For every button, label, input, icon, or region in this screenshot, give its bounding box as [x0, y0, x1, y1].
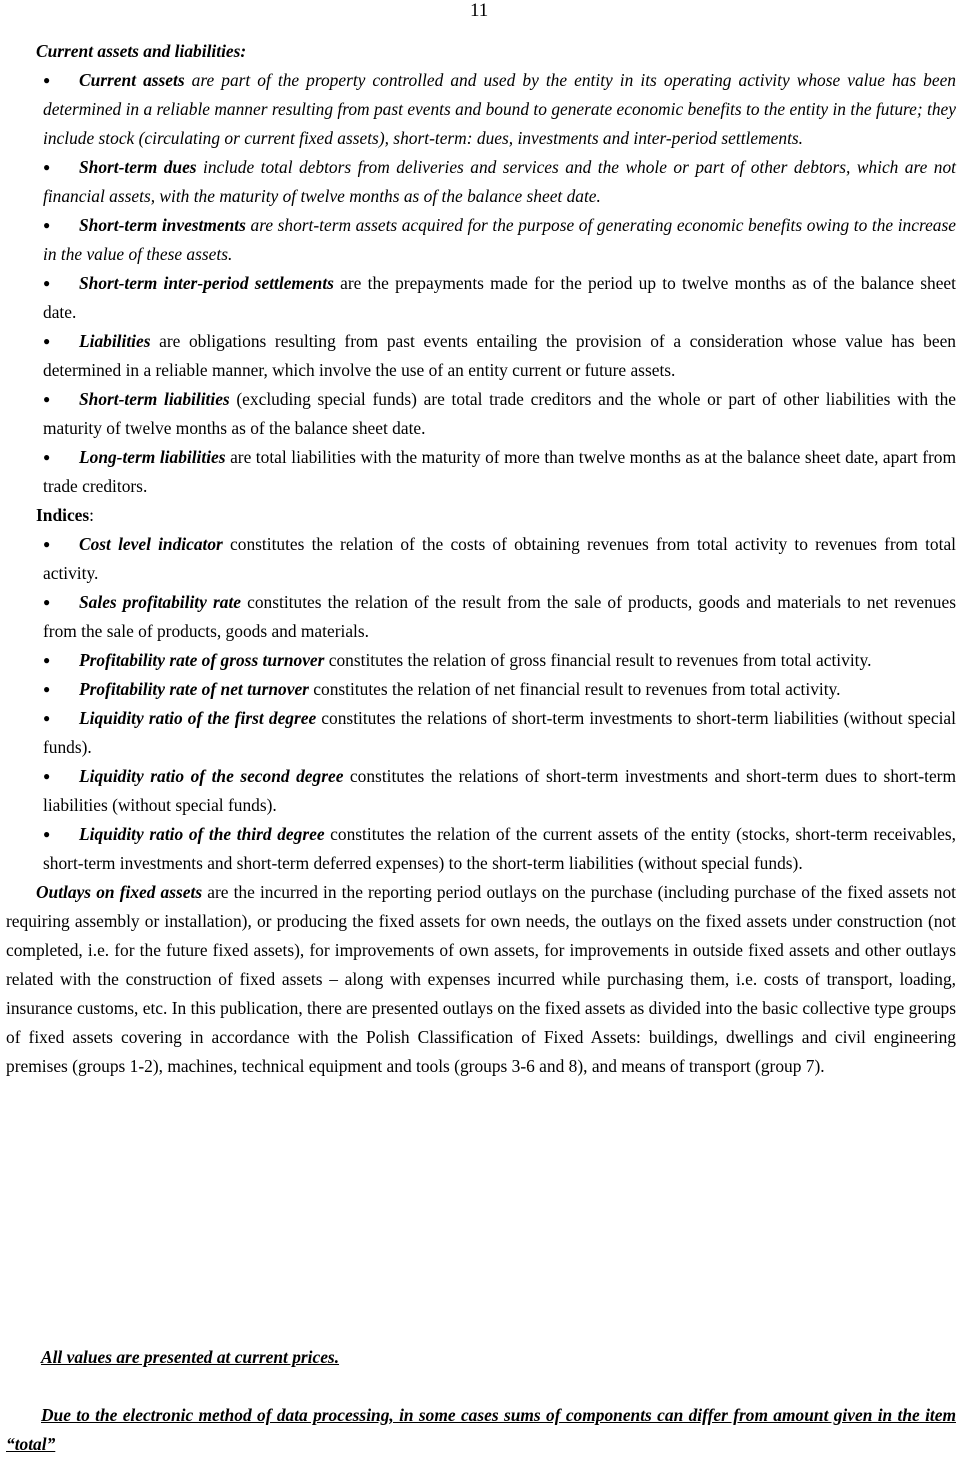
section-heading-indices: [36, 501, 956, 530]
indices-heading-colon: :: [89, 505, 94, 525]
bullet-icon: ●: [43, 218, 51, 232]
term: Long-term liabilities: [79, 447, 226, 467]
definition-liquidity-third-degree: [43, 820, 956, 878]
definition-text: (excluding special funds) are total trade creditors and the whole or part of other liabilities with the maturity of twelve months as of the balance sheet date.: [43, 389, 956, 438]
bullet-icon: ●: [43, 334, 51, 348]
term: Liquidity ratio of the first degree: [79, 708, 317, 728]
definition-short-term-investments: [43, 211, 956, 269]
indices-heading-bold: Indices: [36, 505, 90, 525]
bullet-icon: ●: [43, 73, 51, 87]
term: Short-term dues: [79, 157, 197, 177]
definition-text: are total liabilities with the maturity of more than twelve months as at the balance sheet date, apart from trade creditors.: [43, 447, 957, 496]
definition-text: are short-term assets acquired for the purpose of generating economic benefits owing to the increase in the value of these assets.: [43, 215, 956, 264]
note-electronic-processing-block: [6, 1401, 956, 1459]
definition-liabilities: [43, 327, 956, 385]
page-number: 11: [470, 0, 489, 21]
outlays-paragraph: [6, 878, 956, 1081]
definition-text: constitutes the relation of gross financial result to revenues from total activity.: [324, 650, 872, 670]
definition-text: constitutes the relation of net financial result to revenues from total activity.: [308, 679, 841, 699]
term: Liquidity ratio of the third degree: [79, 824, 325, 844]
bullet-icon: ●: [43, 769, 51, 783]
term: Short-term investments: [79, 215, 246, 235]
definition-short-term-liabilities: [43, 385, 956, 443]
bullet-icon: ●: [43, 537, 51, 551]
definition-short-term-dues: [43, 153, 956, 211]
term: Short-term liabilities: [79, 389, 230, 409]
definition-text: constitutes the relation of the result from the sale of products, goods and materials to net revenues from the sale of products, goods and materials.: [43, 592, 956, 641]
note-electronic-processing: Due to the electronic method of data processing, in some cases sums of components can differ from amount given in the item “total”: [6, 1405, 956, 1454]
term: Current assets: [79, 70, 185, 90]
definition-current-assets: [43, 66, 956, 153]
definition-long-term-liabilities: [43, 443, 956, 501]
term: Cost level indicator: [79, 534, 223, 554]
definition-text: are the prepayments made for the period up to twelve months as of the balance sheet date.: [43, 273, 956, 322]
term: Profitability rate of gross turnover: [79, 650, 325, 670]
bullet-icon: ●: [43, 450, 51, 464]
bullet-icon: ●: [43, 392, 51, 406]
definition-text: are obligations resulting from past events entailing the provision of a consideration whose value has been determined in a reliable manner, which involve the use of an entity current or future assets.: [43, 331, 956, 380]
bullet-icon: ●: [43, 682, 51, 696]
term: Liquidity ratio of the second degree: [79, 766, 344, 786]
section-heading-current-assets: Current assets and liabilities:: [36, 41, 247, 61]
bullet-icon: ●: [43, 276, 51, 290]
term: Short-term inter-period settlements: [79, 273, 334, 293]
definition-cost-level-indicator: [43, 530, 956, 588]
definition-short-term-inter-period-settlements: [43, 269, 956, 327]
definition-text: constitutes the relation of the current assets of the entity (stocks, short-term receivables, short-term investments and short-term deferred expenses) to the short-term liabilities (without special funds).: [43, 824, 956, 873]
definition-text: constitutes the relations of short-term investments and short-term dues to short-term liabilities (without special funds).: [43, 766, 956, 815]
document-body: [6, 37, 956, 1081]
definition-liquidity-first-degree: [43, 704, 956, 762]
definition-liquidity-second-degree: [43, 762, 956, 820]
note-current-prices: All values are presented at current prices.: [41, 1347, 340, 1367]
definition-text: are part of the property controlled and used by the entity in its operating activity whose value has been determined in a reliable manner resulting from past events and bound to generate economic benefits to the entity in the future; they include stock (circulating or current fixed assets), short-term: dues, investments and inter-period settlements.: [43, 70, 956, 148]
definition-text: constitutes the relations of short-term investments to short-term liabilities (without special funds).: [43, 708, 956, 757]
term: Sales profitability rate: [79, 592, 241, 612]
note-current-prices-block: [6, 1343, 956, 1372]
definition-profitability-net-turnover: [43, 675, 956, 704]
bullet-icon: ●: [43, 160, 51, 174]
definition-text: include total debtors from deliveries and services and the whole or part of other debtors, which are not financial assets, with the maturity of twelve months as of the balance sheet date.: [43, 157, 956, 206]
definition-sales-profitability-rate: [43, 588, 956, 646]
bullet-icon: ●: [43, 827, 51, 841]
outlays-term: Outlays on fixed assets: [36, 882, 203, 902]
term: Profitability rate of net turnover: [79, 679, 309, 699]
bullet-icon: ●: [43, 711, 51, 725]
term: Liabilities: [79, 331, 151, 351]
bullet-icon: ●: [43, 653, 51, 667]
definition-profitability-gross-turnover: [43, 646, 956, 675]
bullet-icon: ●: [43, 595, 51, 609]
definition-text: constitutes the relation of the costs of obtaining revenues from total activity to revenues from total activity.: [43, 534, 956, 583]
outlays-text: are the incurred in the reporting period outlays on the purchase (including purchase of the fixed assets not requiring assembly or installation), or producing the fixed assets for own needs, the outlays on the fixed assets under construction (not completed, i.e. for the future fixed assets), for improvements of own assets, for improvements in outside fixed assets and other outlays related with the construction of fixed assets – along with expenses incurred while purchasing them, i.e. costs of transport, loading, insurance customs, etc. In this publication, there are presented outlays on the fixed assets as divided into the basic collective type groups of fixed assets covering in accordance with the Polish Classification of Fixed Assets: buildings, dwellings and civil engineering premises (groups 1-2), machines, technical equipment and tools (groups 3-6 and 8), and means of transport (group 7).: [6, 882, 956, 1076]
